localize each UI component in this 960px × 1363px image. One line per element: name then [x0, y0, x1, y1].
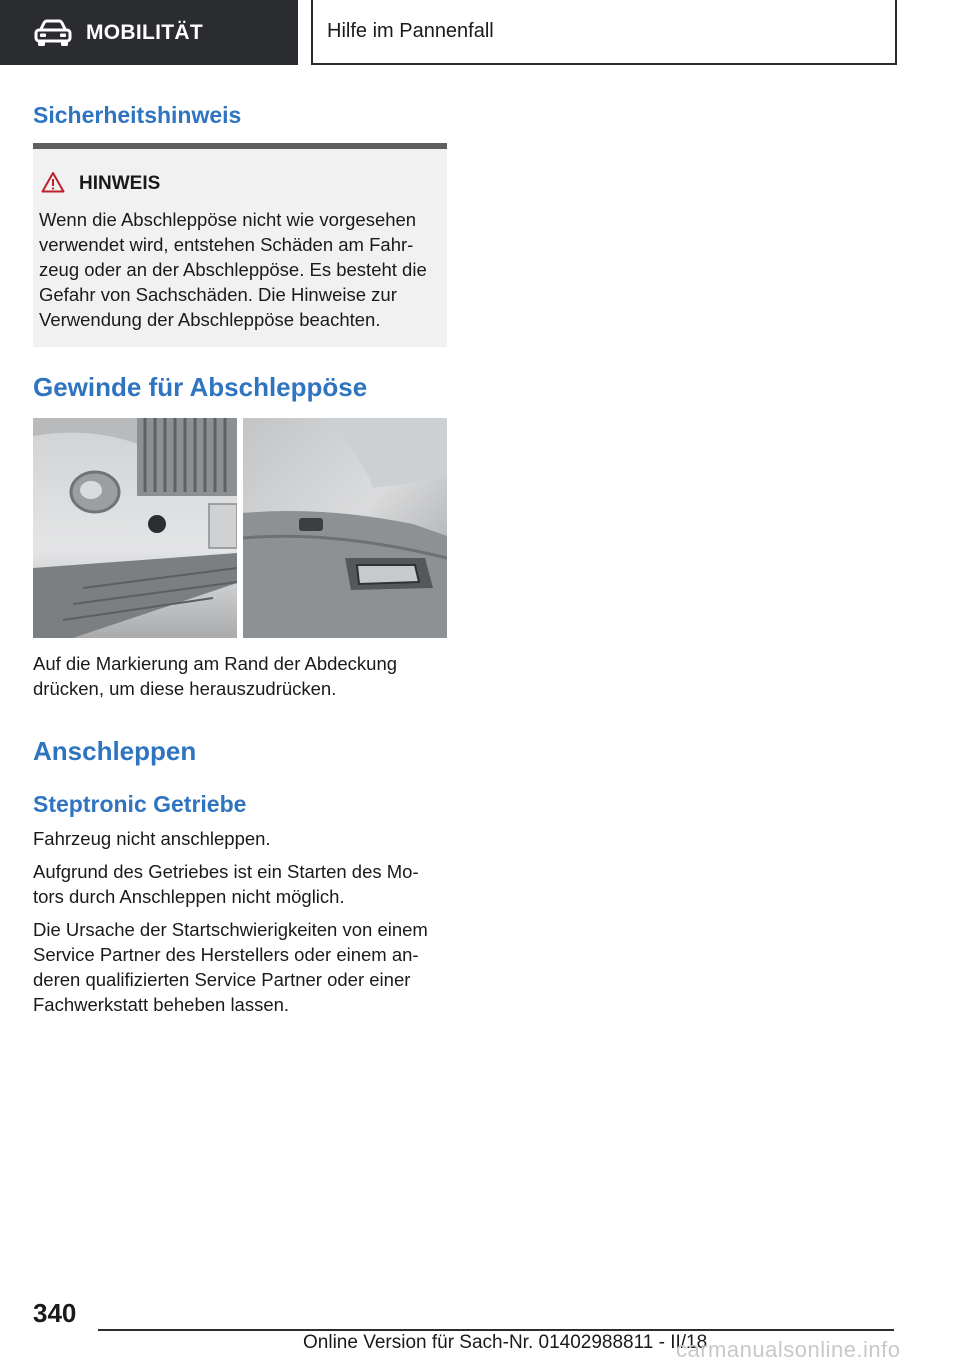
chapter-title: Hilfe im Pannenfall — [327, 20, 494, 42]
safety-heading: Sicherheitshinweis — [33, 102, 242, 128]
car-icon — [34, 19, 72, 47]
warning-triangle-icon — [41, 171, 65, 193]
bumper-photo — [33, 418, 447, 638]
towing-subheading: Steptronic Getriebe — [33, 791, 247, 817]
online-version-note: Online Version für Sach-Nr. 01402988811 - II/18 — [303, 1332, 708, 1353]
section-title: MOBILITÄT — [86, 20, 204, 44]
notice-title: HINWEIS — [79, 173, 161, 194]
notice-box — [33, 143, 447, 347]
thread-caption: Auf die Markierung am Rand der Abdeckung drücken, um diese herauszudrücken. — [33, 653, 398, 699]
page-number: 340 — [33, 1298, 77, 1328]
footer-divider — [98, 1329, 894, 1331]
towing-paragraph-1: Fahrzeug nicht anschleppen. — [33, 828, 271, 849]
watermark: carmanualsonline.info — [676, 1337, 901, 1362]
section-tab — [0, 0, 298, 65]
thread-heading: Gewinde für Abschleppöse — [33, 372, 368, 402]
towing-paragraph-3: Die Ursache der Startschwierigkeiten von einem Service Partner des Herstellers oder einem an- deren qualifizierten Service Partner oder einer Fachwerkstatt beheben lassen. — [33, 919, 428, 1015]
chapter-tab — [311, 0, 897, 65]
notice-text: Wenn die Abschleppöse nicht wie vorgesehen verwendet wird, entstehen Schäden am Fahr- zeug oder an der Abschleppöse. Es besteht die Gefahr von Sachschäden. Die Hinweise zur Verwendung der Abschleppöse beachten. — [39, 209, 427, 330]
towing-heading: Anschleppen — [33, 736, 197, 766]
towing-paragraph-2: Aufgrund des Getriebes ist ein Starten des Mo- tors durch Anschleppen nicht möglich. — [33, 861, 419, 907]
